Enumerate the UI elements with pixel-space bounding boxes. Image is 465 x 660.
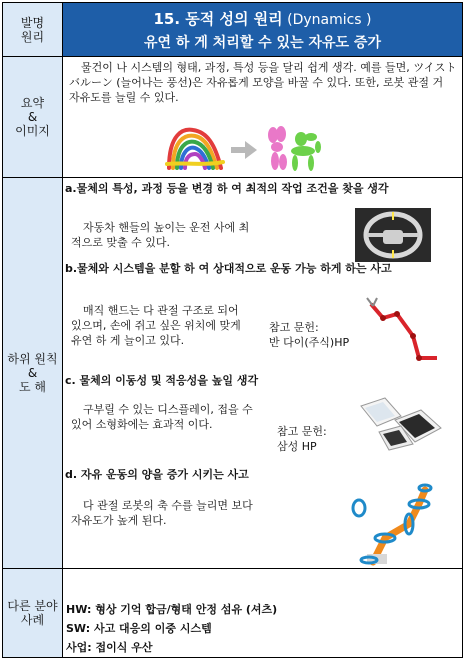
principle-b-ref: 참고 문헌: 반 다이(주식)HP	[269, 321, 350, 349]
principle-c-text: 구부릴 수 있는 디스플레이, 접을 수 있어 소형화에는 효과적 이다.	[71, 403, 253, 431]
principle-a-heading: a.물체의 특성, 과정 등을 변경 하 여 최적의 작업 조건을 찾을 생각	[65, 182, 389, 195]
example-sw: SW: 사고 대응의 이중 시스템	[66, 622, 212, 635]
multi-joint-robot-image	[349, 478, 445, 566]
title-banner	[62, 2, 463, 57]
principle-a-text: 자동차 핸들의 높이는 운전 사에 최적으로 맞출 수 있다.	[71, 221, 250, 249]
magic-hand-image	[363, 296, 443, 364]
principle-c-ref: 참고 문헌: 삼성 HP	[277, 425, 327, 453]
principles-label: 하위 원칙 & 도 해	[2, 177, 63, 569]
summary-cell	[62, 56, 463, 178]
principle-d-heading: d. 자유 운동의 양을 증가 시키는 사고	[65, 468, 249, 481]
steering-wheel-image	[355, 208, 431, 262]
principles-cell	[62, 177, 463, 569]
summary-text: 물건이 나 시스템의 형태, 과정, 특성 등을 달리 쉽게 생각. 예를 들면, ツイストバルーン (늘어나는 풍선)은 자유롭게 모양을 바꿀 수 있다. 또한, 로봇 관절 거 자유도를 늘릴 수 있다.	[69, 61, 457, 104]
principle-c-heading: c. 물체의 이동성 및 적응성을 높일 생각	[65, 374, 259, 387]
example-hw: HW: 형상 기억 합금/형태 안정 섬유 (셔츠)	[66, 603, 278, 616]
flexible-display-image	[359, 396, 443, 452]
header-label: 발명 원리	[2, 2, 63, 57]
principle-b-heading: b.물체와 시스템을 분할 하 여 상대적으로 운동 가능 하게 하는 사고	[65, 262, 392, 275]
balloons-image	[163, 124, 227, 172]
summary-label: 요약 & 이미지	[2, 56, 63, 178]
title-main: 15. 동적 성의 원리	[153, 10, 283, 28]
examples-cell	[62, 568, 463, 658]
principle-d-text: 다 관절 로봇의 축 수를 늘리면 보다 자유도가 높게 된다.	[71, 499, 253, 527]
arrow-right-icon	[231, 141, 257, 159]
title-line2: 유연 하 게 처리할 수 있는 자유도 증가	[144, 35, 381, 51]
principle-b-text: 매직 핸드는 다 관절 구조로 되어 있으며, 손에 쥐고 싶은 위치에 맞게 유연 하 게 늘이고 있다.	[71, 304, 241, 347]
example-business: 사업: 접이식 우산	[66, 641, 153, 654]
examples-list	[66, 600, 277, 657]
title-sub: (Dynamics )	[282, 12, 372, 28]
title-line1	[63, 10, 462, 29]
examples-label: 다른 분야 사례	[2, 568, 63, 658]
balloon-dog-image	[261, 125, 323, 171]
